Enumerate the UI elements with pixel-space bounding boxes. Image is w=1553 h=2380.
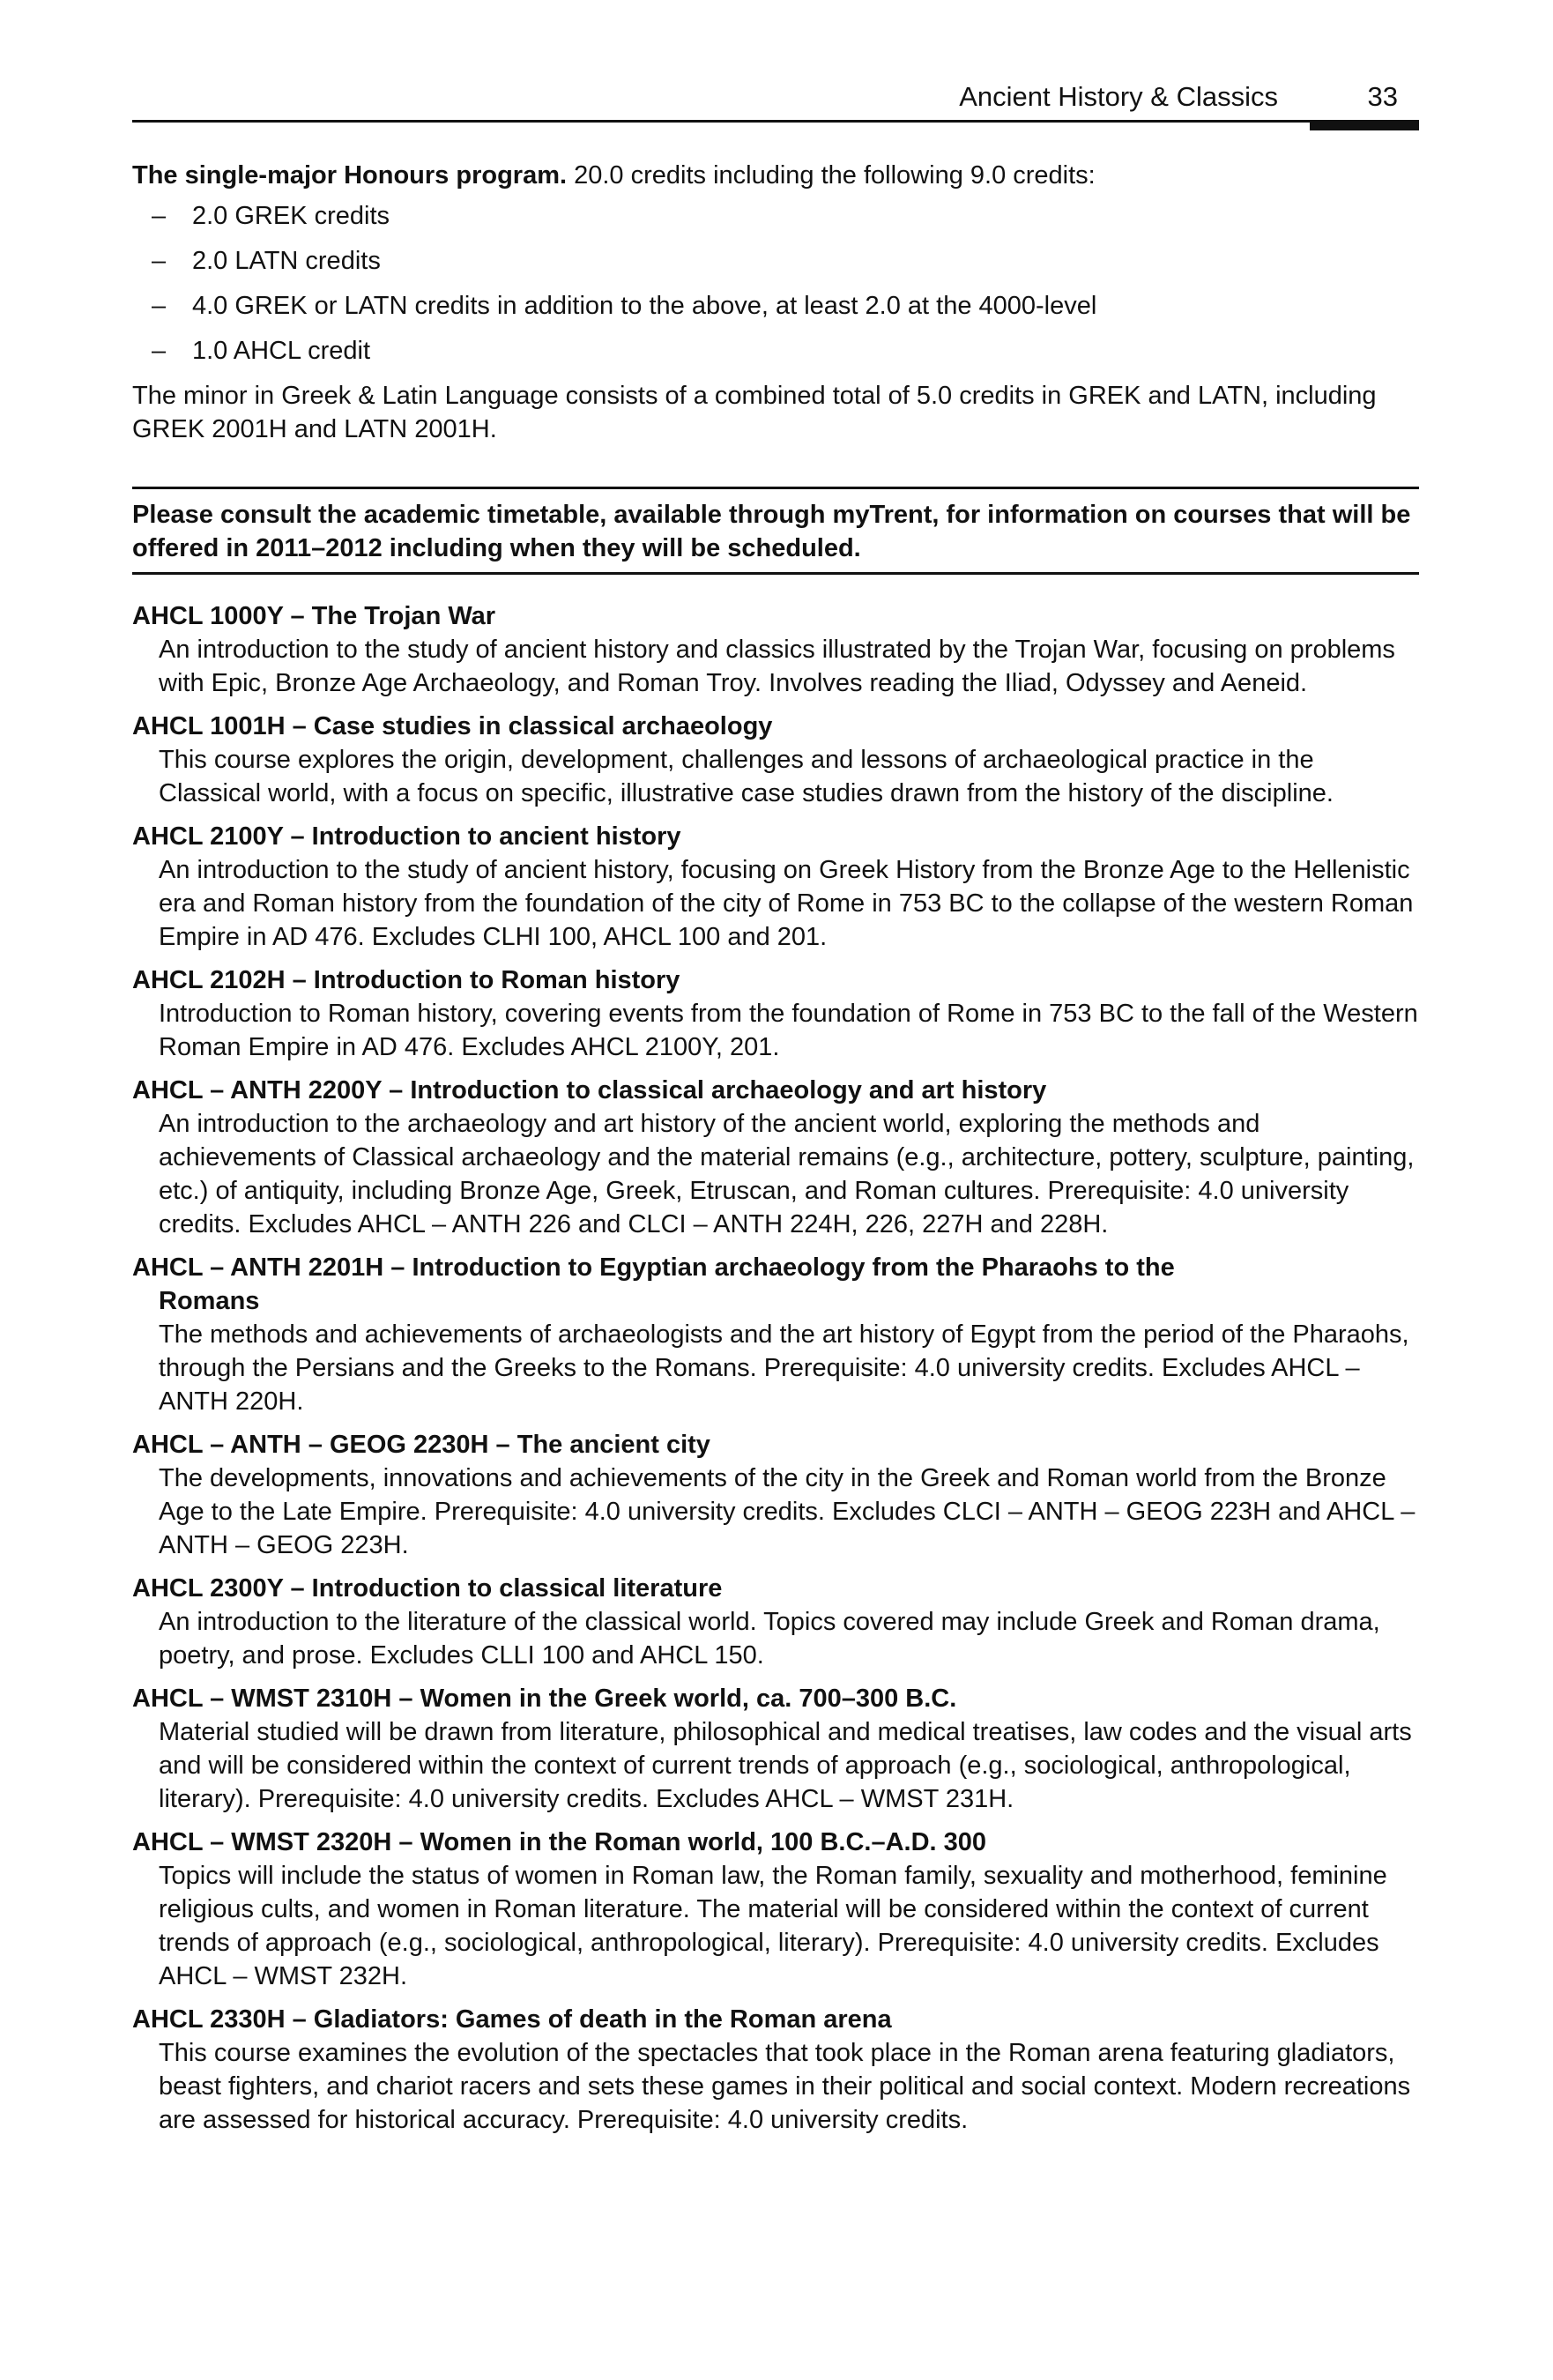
course-title: AHCL – WMST 2310H – Women in the Greek world, ca. 700–300 B.C.	[132, 1685, 957, 1713]
course-entry	[132, 599, 1419, 700]
course-description: An introduction to the study of ancient history, focusing on Greek History from the Bronze Age to the Hellenistic era and Roman history from the foundation of the city of Rome in 753 BC to the collapse of the western Roman Empire in AD 476. Excludes CLHI 100, AHCL 100 and 201.	[159, 856, 1414, 951]
course-entry	[132, 1251, 1419, 1418]
calendar-page	[132, 0, 1419, 2380]
course-title: AHCL 2102H – Introduction to Roman history	[132, 966, 680, 994]
course-description: An introduction to the literature of the classical world. Topics covered may include Greek and Roman drama, poetry, and prose. Excludes CLLI 100 and AHCL 150.	[159, 1608, 1380, 1670]
course-title: AHCL – WMST 2320H – Women in the Roman world, 100 B.C.–A.D. 300	[132, 1828, 987, 1856]
course-entry	[132, 1826, 1419, 1993]
course-title: AHCL 1000Y – The Trojan War	[132, 602, 496, 630]
credit-requirements-list	[132, 199, 1419, 368]
list-item	[132, 289, 1419, 323]
program-intro-bold: The single-major Honours program.	[132, 161, 568, 190]
dash-marker: –	[152, 292, 167, 320]
list-item	[132, 199, 1419, 233]
course-description: An introduction to the archaeology and art history of the ancient world, exploring the methods and achievements of Classical archaeology and the material remains (e.g., architecture, pottery, sculpture, painting, etc.) of antiquity, including Bronze Age, Greek, Etruscan, and Roman cultures. Prerequisite: 4.0 university credits. Excludes AHCL – ANTH 226 and CLCI – ANTH 224H, 226, 227H and 228H.	[159, 1110, 1415, 1238]
dash-marker: –	[152, 247, 167, 275]
minor-description: The minor in Greek & Latin Language consists of a combined total of 5.0 credits in GREK and LATN, including GREK 2001H and LATN 2001H.	[132, 382, 1377, 443]
course-list	[132, 599, 1419, 2137]
course-title: AHCL 2330H – Gladiators: Games of death in the Roman arena	[132, 2005, 892, 2034]
header-rule	[132, 120, 1313, 123]
course-description: Material studied will be drawn from literature, philosophical and medical treatises, law codes and the visual arts and will be considered within the context of current trends of approach (e.g., sociological, anthropological, literary). Prerequisite: 4.0 university credits. Excludes AHCL – WMST 231H.	[159, 1718, 1412, 1813]
list-item-text: 1.0 AHCL credit	[192, 337, 371, 365]
list-item	[132, 244, 1419, 278]
list-item-text: 2.0 LATN credits	[192, 247, 381, 275]
course-entry	[132, 1428, 1419, 1562]
course-description: This course explores the origin, development, challenges and lessons of archaeological practice in the Classical world, with a focus on specific, illustrative case studies drawn from the history of the discipline.	[159, 746, 1334, 807]
program-intro	[132, 159, 1419, 192]
course-title: AHCL 1001H – Case studies in classical archaeology	[132, 712, 773, 740]
course-title: AHCL 2300Y – Introduction to classical literature	[132, 1574, 723, 1603]
list-item	[132, 334, 1419, 368]
course-entry	[132, 1682, 1419, 1816]
running-header	[132, 76, 1419, 129]
dash-marker: –	[152, 202, 167, 230]
program-intro-rest: 20.0 credits including the following 9.0 credits:	[567, 161, 1096, 190]
section-title: Ancient History & Classics	[959, 81, 1278, 112]
course-entry	[132, 710, 1419, 810]
course-entry	[132, 1572, 1419, 1672]
course-title: AHCL – ANTH 2201H – Introduction to Egyptian archaeology from the Pharaohs to the Romans	[132, 1251, 1419, 1318]
list-item-text: 2.0 GREK credits	[192, 202, 390, 230]
course-title: AHCL 2100Y – Introduction to ancient history	[132, 822, 681, 851]
timetable-notice: Please consult the academic timetable, available through myTrent, for information on courses that will be offered in 2011–2012 including when they will be scheduled.	[132, 487, 1419, 575]
course-description: This course examines the evolution of the spectacles that took place in the Roman arena featuring gladiators, beast fighters, and chariot racers and sets these games in their political and social context. Modern recreations are assessed for historical accuracy. Prerequisite: 4.0 university credits.	[159, 2039, 1411, 2134]
header-tab-marker	[1310, 120, 1419, 130]
course-title-continued: Romans	[159, 1287, 260, 1315]
list-item-text: 4.0 GREK or LATN credits in addition to the above, at least 2.0 at the 4000-level	[192, 292, 1097, 320]
course-title: AHCL – ANTH – GEOG 2230H – The ancient city	[132, 1431, 710, 1459]
course-title: AHCL – ANTH 2200Y – Introduction to classical archaeology and art history	[132, 1076, 1047, 1104]
dash-marker: –	[152, 337, 167, 365]
page-number: 33	[1367, 81, 1398, 112]
course-entry	[132, 2003, 1419, 2137]
course-description: Introduction to Roman history, covering events from the foundation of Rome in 753 BC to the fall of the Western Roman Empire in AD 476. Excludes AHCL 2100Y, 201.	[159, 1000, 1418, 1061]
page-content	[132, 159, 1419, 2146]
course-description: Topics will include the status of women in Roman law, the Roman family, sexuality and motherhood, feminine religious cults, and women in Roman literature. The material will be considered within the context of current trends of approach (e.g., sociological, anthropological, literary). Prerequisite: 4.0 university credits. Excludes AHCL – WMST 232H.	[159, 1862, 1387, 1990]
course-description: The developments, innovations and achievements of the city in the Greek and Roman world from the Bronze Age to the Late Empire. Prerequisite: 4.0 university credits. Excludes CLCI – ANTH – GEOG 223H and AHCL – ANTH – GEOG 223H.	[159, 1464, 1416, 1559]
course-description: An introduction to the study of ancient history and classics illustrated by the Trojan War, focusing on problems with Epic, Bronze Age Archaeology, and Roman Troy. Involves reading the Iliad, Odyssey and Aeneid.	[159, 636, 1395, 697]
course-entry	[132, 963, 1419, 1064]
course-description: The methods and achievements of archaeologists and the art history of Egypt from the period of the Pharaohs, through the Persians and the Greeks to the Romans. Prerequisite: 4.0 university credits. Excludes AHCL – ANTH 220H.	[159, 1320, 1409, 1416]
course-entry	[132, 1074, 1419, 1241]
course-entry	[132, 820, 1419, 954]
